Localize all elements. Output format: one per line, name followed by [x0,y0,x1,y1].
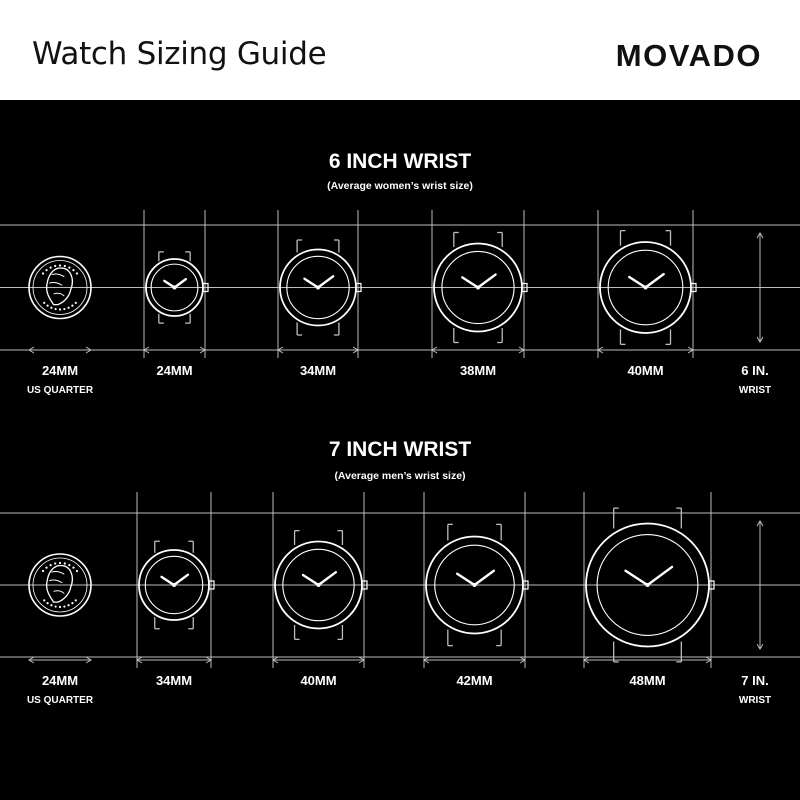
double-arrow-icon [598,347,693,353]
watch-40mm [598,210,696,378]
double-arrow-icon [137,657,211,663]
coin-size-label: 24MM [41,363,79,378]
watch-size-label: 24MM [156,363,193,378]
wrist-indicator [739,233,771,396]
coin-lettering [45,269,47,271]
wrist-size-label: 7 IN. [741,673,769,688]
watch-size-label: 42MM [456,673,493,688]
coin-lettering [43,302,45,304]
coin-lettering [55,605,57,607]
diagram-panel [0,100,800,800]
coin-lettering [67,604,69,606]
watch-minute-hand [319,572,336,585]
coin-lettering [68,564,70,566]
watch-pin [473,583,477,587]
coin-lettering [50,266,52,268]
coin-lettering [64,562,66,564]
coin-lettering [42,570,44,572]
watch-size-label: 40MM [627,363,664,378]
double-arrow-icon [432,347,524,353]
coin-name-label: US QUARTER [26,385,94,396]
coin-lettering [59,308,61,310]
double-arrow-icon [144,347,205,353]
watch-34mm [137,492,214,688]
coin-lettering [59,264,61,266]
watch-minute-hand [318,276,333,287]
coin-lettering [75,302,77,304]
watch-minute-hand [475,571,494,585]
brand-logo: MOVADO [615,38,762,73]
watch-hour-hand [162,577,174,585]
coin-lettering [50,307,52,309]
coin-size-label: 24MM [41,673,79,688]
header [0,0,800,100]
wrist-label: WRIST [738,385,772,396]
coin-lettering [72,567,74,569]
coin-hair [49,274,64,296]
double-arrow-icon [584,657,711,663]
coin-lettering [43,599,45,601]
section-title: 6 INCH WRIST [328,150,472,173]
coin-profile [47,566,73,603]
coin-lettering [75,599,77,601]
coin-group [27,554,94,706]
watch-minute-hand [646,274,664,287]
coin-lettering [54,562,56,564]
section-subtitle: (Average men’s wrist size) [334,470,466,482]
coin-group [27,257,94,397]
coin-lettering [63,605,65,607]
watch-size-label: 38MM [459,363,497,378]
coin-lettering [46,305,48,307]
watch-hour-hand [303,575,319,585]
wrist-size-label: 6 IN. [741,363,769,378]
watch-size-label: 34MM [299,363,337,378]
coin-profile [47,268,73,305]
coin-lettering [71,305,73,307]
double-arrow-icon [29,347,91,353]
sizing-diagram [0,100,800,800]
coin-lettering [59,606,61,608]
watch-hour-hand [462,277,478,287]
coin-lettering [76,570,78,572]
watch-hour-hand [304,279,318,288]
watch-42mm [424,492,528,688]
watch-34mm [278,210,361,378]
watch-48mm [584,492,714,688]
double-arrow-icon [29,657,91,663]
coin-lettering [55,308,57,310]
watch-hour-hand [626,571,648,585]
coin-lettering [71,602,73,604]
watch-hour-hand [457,574,474,585]
wrist-label: WRIST [738,695,772,706]
watch-pin [316,286,320,290]
watch-24mm [144,210,208,378]
watch-minute-hand [174,575,188,585]
section-subtitle: (Average women’s wrist size) [327,180,473,192]
coin-lettering [42,272,44,274]
watch-pin [172,583,176,587]
coin-lettering [67,307,69,309]
coin-name-label: US QUARTER [26,695,94,706]
double-arrow-icon [278,347,358,353]
page-title: Watch Sizing Guide [32,36,327,72]
double-arrow-icon [273,657,364,663]
watch-minute-hand [175,279,186,287]
watch-38mm [432,210,527,378]
watch-hour-hand [629,277,645,288]
watch-pin [646,583,650,587]
coin-lettering [50,604,52,606]
coin-lettering [64,265,66,267]
watch-minute-hand [648,567,673,585]
watch-size-label: 48MM [629,673,666,688]
coin-lettering [72,269,74,271]
section-title: 7 INCH WRIST [328,438,472,461]
watch-size-label: 40MM [300,673,337,688]
wrist-indicator [739,521,771,706]
double-arrow-icon [424,657,525,663]
coin-lettering [46,602,48,604]
watch-pin [644,286,648,290]
watch-pin [317,583,321,587]
section-1 [0,150,800,396]
coin-lettering [54,265,56,267]
coin-lettering [63,308,65,310]
watch-pin [173,286,177,290]
section-2 [0,438,800,706]
watch-40mm [273,492,367,688]
coin-lettering [45,567,47,569]
coin-lettering [59,562,61,564]
watch-minute-hand [478,275,496,288]
coin-lettering [68,266,70,268]
coin-lettering [76,272,78,274]
coin-hair [49,571,64,593]
watch-size-label: 34MM [155,673,193,688]
watch-pin [476,286,480,290]
coin-lettering [50,564,52,566]
